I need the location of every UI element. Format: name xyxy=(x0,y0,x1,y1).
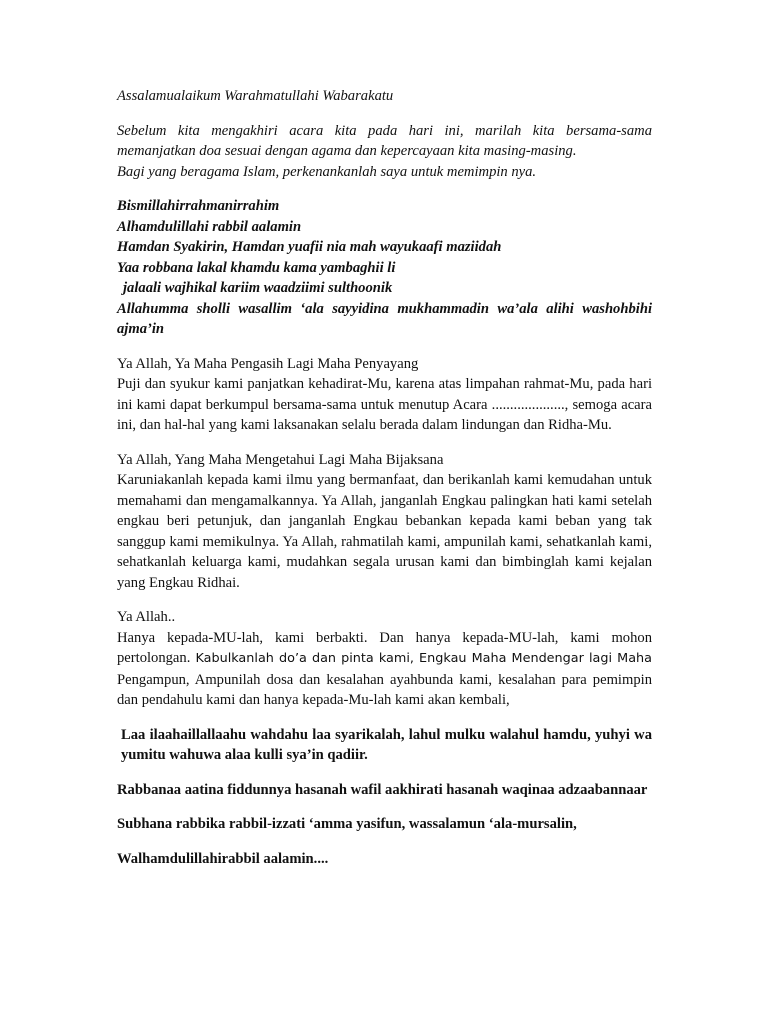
section1-body: Puji dan syukur kami panjatkan kehadirat-Mu, karena atas limpahan rahmat-Mu, pada hari ini kami dapat berkumpul bersama-sama untuk menutup Acara ...................., semoga acara ini, dan hal-hal yang kami laksanakan selalu berada dalam lindungan dan Ridha-Mu. xyxy=(117,376,652,433)
section3-body xyxy=(117,628,652,711)
closing-subhana: Subhana rabbika rabbil-izzati ‘amma yasifun, wassalamun ‘ala-mursalin, xyxy=(117,816,577,832)
closing-tahlil: Laa ilaahaillallaahu wahdahu laa syarikalah, lahul mulku walahul hamdu, yuhyi wa yumitu wahuwa alaa kulli sya’in qadiir. xyxy=(121,726,652,763)
section3-body-part1: Hanya kepada-MU-lah, kami berbakti. Dan hanya kepada-MU-lah, kami mohon pertolongan. xyxy=(117,629,652,666)
intro-invitation: Bagi yang beragama Islam, perkenankanlah saya untuk memimpin nya. xyxy=(117,163,537,180)
arabic-line-6: Allahumma sholli wasallim ‘ala sayyidina mukhammadin wa’ala alihi washohbihi ajma’in xyxy=(117,300,652,337)
section3-body-part2: Kabulkanlah do’a dan pinta kami, Engkau Maha Mendengar lagi Maha xyxy=(190,651,652,666)
closing-hamdalah: Walhamdulillahirabbil aalamin.... xyxy=(117,850,329,867)
section2-body: Karuniakanlah kepada kami ilmu yang bermanfaat, dan berikanlah kami kemudahan untuk memahami dan mengamalkannya. Ya Allah, janganlah Engkau palingkan hati kami setelah engkau beri petunjuk, dan janganlah Engkau bebankan kepada kami beban yang tak sanggup kami memikulnya. Ya Allah, rahmatilah kami, ampunilah kami, sehatkanlah kami, sehatkanlah keluarga kami, mudahkan segala urusan kami dan bimbinglah kami kejalan yang Engkau Ridhai. xyxy=(117,472,652,591)
intro-paragraph: Sebelum kita mengakhiri acara kita pada hari ini, marilah kita bersama-sama memanjatkan doa sesuai dengan agama dan kepercayaan kita masing-masing. xyxy=(117,122,652,159)
closing-rabbana: Rabbanaa aatina fiddunnya hasanah wafil aakhirati hasanah waqinaa adzaabannaar xyxy=(117,781,648,798)
section2-heading: Ya Allah, Yang Maha Mengetahui Lagi Maha Bijaksana xyxy=(117,451,444,468)
greeting-line: Assalamualaikum Warahmatullahi Wabarakatu xyxy=(117,88,394,104)
section3-body-part3: Pengampun, Ampunilah dosa dan kesalahan ayahbunda kami, kesalahan para pemimpin dan pendahulu kami dan hanya kepada-Mu-lah kami akan kembali, xyxy=(117,671,652,708)
document-page xyxy=(117,86,652,869)
arabic-line-3: Hamdan Syakirin, Hamdan yuafii nia mah wayukaafi maziidah xyxy=(117,239,502,255)
arabic-line-1: Bismillahirrahmanirrahim xyxy=(117,198,280,214)
arabic-line-4: Yaa robbana lakal khamdu kama yambaghii li xyxy=(117,259,396,276)
arabic-line-5: jalaali wajhikal kariim waadziimi sulthoonik xyxy=(123,280,393,296)
section1-heading: Ya Allah, Ya Maha Pengasih Lagi Maha Penyayang xyxy=(117,355,419,372)
section3-heading: Ya Allah.. xyxy=(117,609,176,625)
arabic-line-2: Alhamdulillahi rabbil aalamin xyxy=(117,218,302,235)
